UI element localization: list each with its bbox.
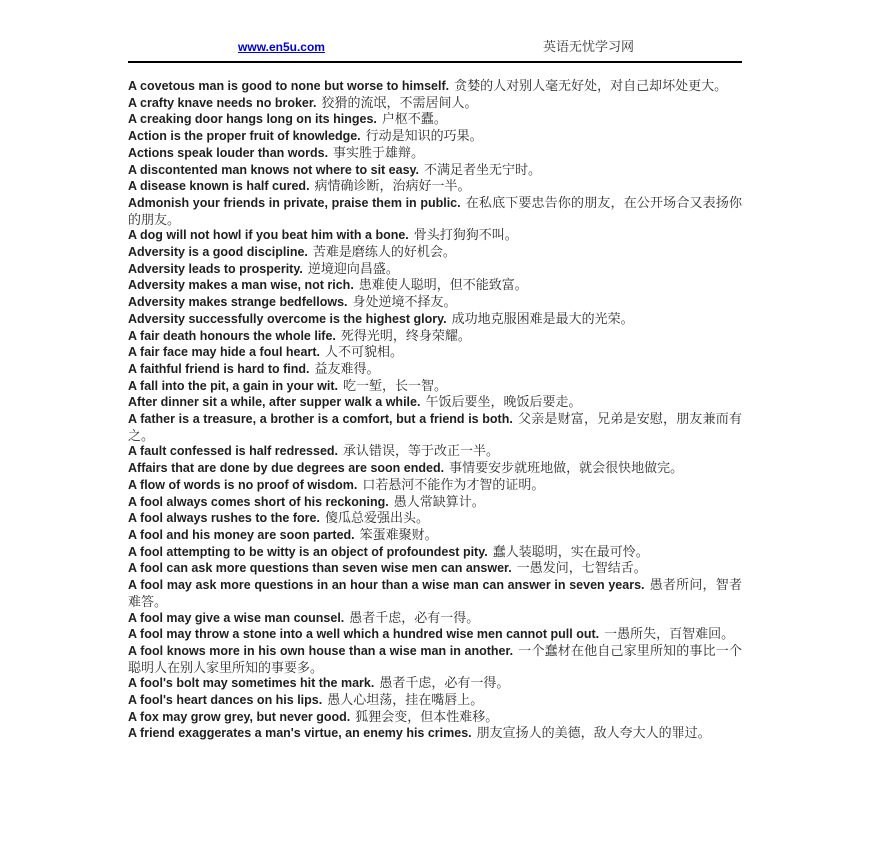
website-link[interactable]: www.en5u.com [238, 40, 325, 54]
proverb-entry [128, 378, 742, 395]
proverb-english: A flow of words is no proof of wisdom. [128, 477, 358, 492]
proverb-chinese: 笨蛋难聚财。 [359, 526, 438, 542]
proverb-english: A fool's bolt may sometimes hit the mark. [128, 676, 375, 691]
proverb-chinese: 事实胜于雄辩。 [333, 144, 425, 160]
proverb-english: A fool always comes short of his reckoning. [128, 494, 389, 509]
proverb-english: A fool can ask more questions than seven wise men can answer. [128, 561, 512, 576]
proverb-chinese: 狡猾的流氓，不需居间人。 [321, 94, 478, 110]
proverb-english: After dinner sit a while, after supper walk a while. [128, 395, 421, 410]
proverb-english: A crafty knave needs no broker. [128, 95, 317, 110]
proverb-english: Adversity leads to prosperity. [128, 261, 303, 276]
proverb-entry [128, 361, 742, 378]
proverb-english: A fair face may hide a foul heart. [128, 345, 320, 360]
proverb-english: A fool and his money are soon parted. [128, 527, 355, 542]
proverb-english: A faithful friend is hard to find. [128, 361, 310, 376]
proverb-english: A covetous man is good to none but worse to himself. [128, 79, 450, 93]
proverb-entry [128, 692, 742, 709]
proverb-entry [128, 725, 742, 742]
proverb-entry [128, 560, 742, 577]
proverb-entry [128, 95, 742, 112]
proverb-entry [128, 527, 742, 544]
proverb-chinese: 朋友宣扬人的美德，敌人夸大人的罪过。 [476, 725, 711, 741]
proverb-chinese: 死得光明，终身荣耀。 [340, 327, 471, 343]
proverb-chinese: 骨头打狗狗不叫。 [413, 227, 518, 243]
proverb-chinese: 患难使人聪明，但不能致富。 [358, 277, 528, 293]
proverb-english: A fox may grow grey, but never good. [128, 709, 351, 724]
proverb-chinese: 愚人心坦荡，挂在嘴唇上。 [327, 692, 484, 708]
proverb-entry [128, 577, 742, 609]
proverb-entry [128, 394, 742, 411]
proverb-english: A fool may ask more questions in an hour than a wise man can answer in seven years. [128, 578, 645, 593]
proverb-chinese: 贪婪的人对别人毫无好处，对自己却坏处更大。 [454, 78, 728, 93]
proverb-entry [128, 145, 742, 162]
proverb-english: Action is the proper fruit of knowledge. [128, 129, 361, 144]
proverb-chinese: 蠢人装聪明，实在最可怜。 [492, 543, 649, 559]
proverb-english: A fall into the pit, a gain in your wit. [128, 378, 338, 393]
proverb-chinese: 口若悬河不能作为才智的证明。 [362, 476, 545, 492]
proverb-entry [128, 162, 742, 179]
proverb-chinese: 一个蠢材在他自己家里所知的事比一个聪明人在别人家里所知的事要多。 [128, 642, 742, 675]
proverb-chinese: 傻瓜总爱强出头。 [324, 510, 429, 526]
proverb-english: A fair death honours the whole life. [128, 328, 336, 343]
proverb-english: Adversity successfully overcome is the highest glory. [128, 311, 447, 326]
proverb-chinese: 事情要安步就班地做，就会很快地做完。 [449, 460, 684, 476]
page-header [128, 36, 742, 63]
proverb-entry [128, 111, 742, 128]
proverb-chinese: 成功地克服困难是最大的光荣。 [451, 310, 634, 326]
proverb-chinese: 愚者所问，智者难答。 [128, 577, 742, 609]
proverb-entry [128, 411, 742, 443]
proverb-entry [128, 626, 742, 643]
proverb-entry [128, 277, 742, 294]
proverb-english: A fault confessed is half redressed. [128, 444, 339, 459]
proverb-chinese: 承认错误，等于改正一半。 [343, 443, 500, 459]
proverb-chinese: 户枢不蠹。 [381, 111, 447, 127]
proverb-entry [128, 443, 742, 460]
proverb-entry [128, 610, 742, 627]
proverb-entry [128, 294, 742, 311]
proverb-entry [128, 178, 742, 195]
proverb-chinese: 父亲是财富，兄弟是安慰，朋友兼而有之。 [128, 411, 742, 443]
proverb-chinese: 在私底下要忠告你的朋友，在公开场合又表扬你的朋友。 [128, 194, 742, 227]
proverb-entry [128, 244, 742, 261]
proverb-entry [128, 128, 742, 145]
proverb-english: A fool knows more in his own house than a wise man in another. [128, 643, 514, 658]
proverb-english: A father is a treasure, a brother is a comfort, but a friend is both. [128, 412, 513, 427]
proverb-chinese: 午饭后要坐，晚饭后要走。 [425, 394, 582, 410]
proverb-english: A discontented man knows not where to sit easy. [128, 162, 420, 177]
proverb-entry [128, 643, 742, 675]
proverb-chinese: 不满足者坐无宁时。 [424, 161, 542, 177]
proverb-chinese: 一愚所失，百智难回。 [604, 626, 735, 642]
proverb-entry [128, 477, 742, 494]
proverb-entry [128, 195, 742, 227]
proverb-chinese: 一愚发问，七智结舌。 [516, 560, 647, 576]
proverb-chinese: 吃一堑，长一智。 [342, 377, 447, 393]
proverb-chinese: 狐狸会变，但本性难移。 [355, 708, 499, 724]
proverb-english: A fool always rushes to the fore. [128, 511, 320, 526]
proverb-entry [128, 510, 742, 527]
proverb-english: Admonish your friends in private, praise them in public. [128, 195, 461, 210]
proverb-entry [128, 261, 742, 278]
proverb-chinese: 身处逆境不择友。 [352, 294, 457, 310]
proverb-english: A fool may give a wise man counsel. [128, 610, 345, 625]
proverb-entry [128, 344, 742, 361]
proverb-english: A friend exaggerates a man's virtue, an enemy his crimes. [128, 726, 472, 741]
proverb-chinese: 益友难得。 [314, 360, 380, 376]
proverb-entry [128, 709, 742, 726]
proverb-entry [128, 494, 742, 511]
proverb-english: A fool may throw a stone into a well which a hundred wise men cannot pull out. [128, 627, 600, 642]
proverb-english: Adversity is a good discipline. [128, 245, 308, 260]
proverb-entry [128, 544, 742, 561]
proverb-chinese: 愚人常缺算计。 [393, 493, 485, 509]
proverb-entry [128, 460, 742, 477]
proverb-chinese: 愚者千虑，必有一得。 [379, 675, 510, 691]
proverb-english: A fool attempting to be witty is an object of profoundest pity. [128, 544, 488, 559]
proverb-chinese: 逆境迎向昌盛。 [307, 260, 399, 276]
proverb-english: A dog will not howl if you beat him with a bone. [128, 228, 409, 243]
proverb-entry [128, 675, 742, 692]
proverb-chinese: 行动是知识的巧果。 [365, 128, 483, 144]
proverb-english: A fool's heart dances on his lips. [128, 693, 323, 708]
proverb-english: Adversity makes a man wise, not rich. [128, 278, 354, 293]
proverb-entry [128, 311, 742, 328]
proverb-chinese: 人不可貌相。 [324, 344, 403, 360]
proverb-entry [128, 328, 742, 345]
proverb-chinese: 苦难是磨练人的好机会。 [312, 244, 456, 260]
proverb-list [128, 63, 742, 742]
header-right-cell [435, 36, 742, 56]
site-name: 英语无忧学习网 [542, 39, 634, 54]
proverb-entry [128, 78, 742, 95]
header-left-cell [128, 38, 435, 56]
proverb-english: A creaking door hangs long on its hinges. [128, 112, 377, 127]
proverb-english: Adversity makes strange bedfellows. [128, 295, 348, 310]
proverb-english: Actions speak louder than words. [128, 145, 329, 160]
proverb-english: A disease known is half cured. [128, 179, 310, 194]
proverb-chinese: 愚者千虑，必有一得。 [349, 609, 480, 625]
proverb-english: Affairs that are done by due degrees are soon ended. [128, 461, 445, 476]
proverb-entry [128, 227, 742, 244]
proverb-chinese: 病情确诊断，治病好一半。 [314, 178, 471, 194]
